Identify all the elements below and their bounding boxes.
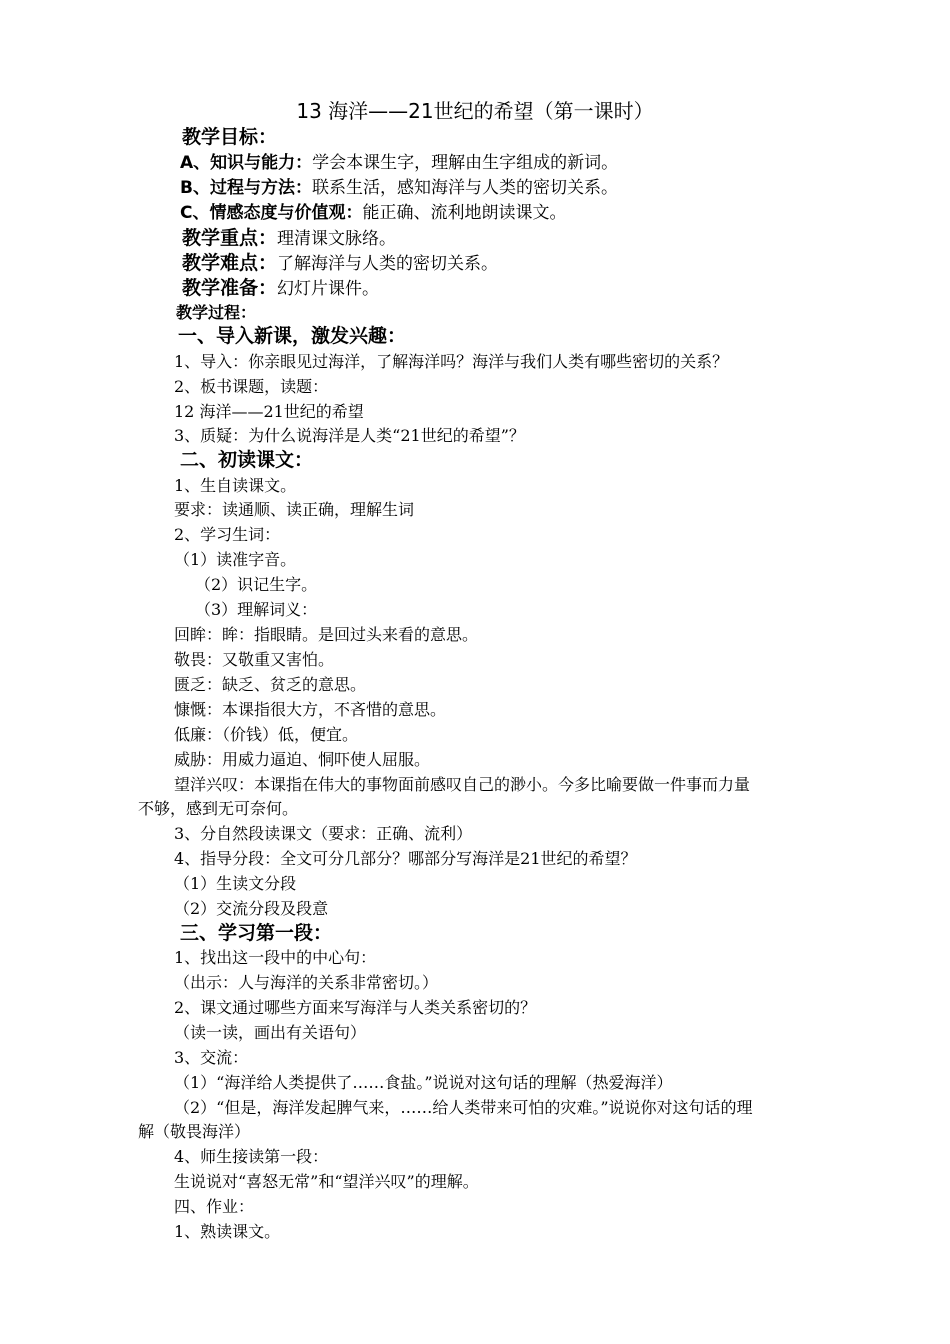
objective-c-label: C、情感态度与价值观： bbox=[180, 203, 363, 223]
s2-line-13a: 望洋兴叹：本课指在伟大的事物面前感叹自己的渺小。今多比喻要做一件事而力量 bbox=[174, 775, 751, 794]
objective-b-label: B、过程与方法： bbox=[180, 178, 312, 198]
preparation-label: 教学准备： bbox=[182, 277, 278, 299]
s3-line-3: 2、课文通过哪些方面来写海洋与人类关系密切的？ bbox=[174, 998, 537, 1017]
s3-line-6: （1）“海洋给人类提供了……食盐。”说说对这句话的理解（热爱海洋） bbox=[174, 1073, 673, 1092]
s3-line-1: 1、找出这一段中的中心句： bbox=[174, 948, 377, 967]
page-title: 13 海洋——21世纪的希望（第一课时） bbox=[296, 99, 654, 123]
s2-line-12: 威胁：用威力逼迫、恫吓使人屈服。 bbox=[174, 750, 431, 769]
s3-line-5: 3、交流： bbox=[174, 1048, 249, 1067]
s2-line-16: （1）生读文分段 bbox=[174, 874, 297, 893]
s4-line-1: 1、熟读课文。 bbox=[174, 1222, 281, 1241]
s3-line-8: 4、师生接读第一段： bbox=[174, 1147, 329, 1166]
difficulty-label: 教学难点： bbox=[182, 252, 278, 274]
s2-line-5: （2）识记生字。 bbox=[195, 575, 318, 594]
section-1-heading: 一、导入新课，激发兴趣： bbox=[178, 325, 407, 347]
s3-line-4: （读一读，画出有关语句） bbox=[174, 1023, 367, 1042]
preparation-text: 幻灯片课件。 bbox=[277, 279, 380, 299]
s2-line-4: （1）读准字音。 bbox=[174, 550, 297, 569]
s2-line-17: （2）交流分段及段意 bbox=[174, 899, 329, 918]
s2-line-7: 回眸：眸：指眼睛。是回过头来看的意思。 bbox=[174, 625, 479, 644]
difficulty-text: 了解海洋与人类的密切关系。 bbox=[277, 254, 499, 274]
objective-a bbox=[180, 152, 618, 174]
s3-line-2: （出示：人与海洋的关系非常密切。） bbox=[174, 973, 439, 992]
objective-c bbox=[180, 202, 566, 224]
s1-line-3: 12 海洋——21世纪的希望 bbox=[174, 402, 364, 421]
objectives-heading: 教学目标： bbox=[182, 126, 278, 148]
s1-line-2: 2、板书课题，读题： bbox=[174, 377, 329, 396]
key-point-label: 教学重点： bbox=[182, 227, 278, 249]
objective-a-text: 学会本课生字，理解由生字组成的新词。 bbox=[312, 153, 619, 173]
difficulty-point bbox=[182, 252, 498, 275]
objective-c-text: 能正确、流利地朗读课文。 bbox=[362, 203, 567, 223]
preparation bbox=[182, 277, 379, 300]
section-2-heading: 二、初读课文： bbox=[180, 449, 314, 471]
s1-line-1: 1、导入：你亲眼见过海洋，了解海洋吗？海洋与我们人类有哪些密切的关系？ bbox=[174, 352, 729, 371]
s2-line-6: （3）理解词义： bbox=[195, 600, 318, 619]
s2-line-9: 匮乏：缺乏、贫乏的意思。 bbox=[174, 675, 367, 694]
key-point bbox=[182, 227, 396, 250]
key-point-text: 理清课文脉络。 bbox=[277, 229, 397, 249]
s3-line-9: 生说说对“喜怒无常”和“望洋兴叹”的理解。 bbox=[174, 1172, 479, 1191]
s2-line-1: 1、生自读课文。 bbox=[174, 476, 297, 495]
s2-line-13b: 不够，感到无可奈何。 bbox=[138, 799, 299, 818]
s2-line-2: 要求：读通顺、读正确，理解生词 bbox=[174, 500, 415, 519]
objective-b bbox=[180, 177, 618, 199]
section-4-heading: 四、作业： bbox=[174, 1197, 255, 1216]
objective-b-text: 联系生活，感知海洋与人类的密切关系。 bbox=[311, 178, 618, 198]
process-heading: 教学过程： bbox=[176, 303, 257, 322]
s3-line-7b: 解（敬畏海洋） bbox=[138, 1122, 251, 1141]
s2-line-3: 2、学习生词： bbox=[174, 525, 281, 544]
s3-line-7a: （2）“但是，海洋发起脾气来，……给人类带来可怕的灾难。”说说你对这句话的理 bbox=[174, 1098, 753, 1117]
s1-line-4: 3、质疑：为什么说海洋是人类“21世纪的希望”？ bbox=[174, 426, 525, 445]
s2-line-14: 3、分自然段读课文（要求：正确、流利） bbox=[174, 824, 473, 843]
objective-a-label: A、知识与能力： bbox=[180, 153, 313, 173]
s2-line-10: 慷慨：本课指很大方，不吝惜的意思。 bbox=[174, 700, 447, 719]
s2-line-11: 低廉：（价钱）低，便宜。 bbox=[174, 725, 359, 744]
s2-line-8: 敬畏：又敬重又害怕。 bbox=[174, 650, 335, 669]
s2-line-15: 4、指导分段：全文可分几部分？哪部分写海洋是21世纪的希望？ bbox=[174, 849, 637, 868]
section-3-heading: 三、学习第一段： bbox=[180, 922, 333, 944]
